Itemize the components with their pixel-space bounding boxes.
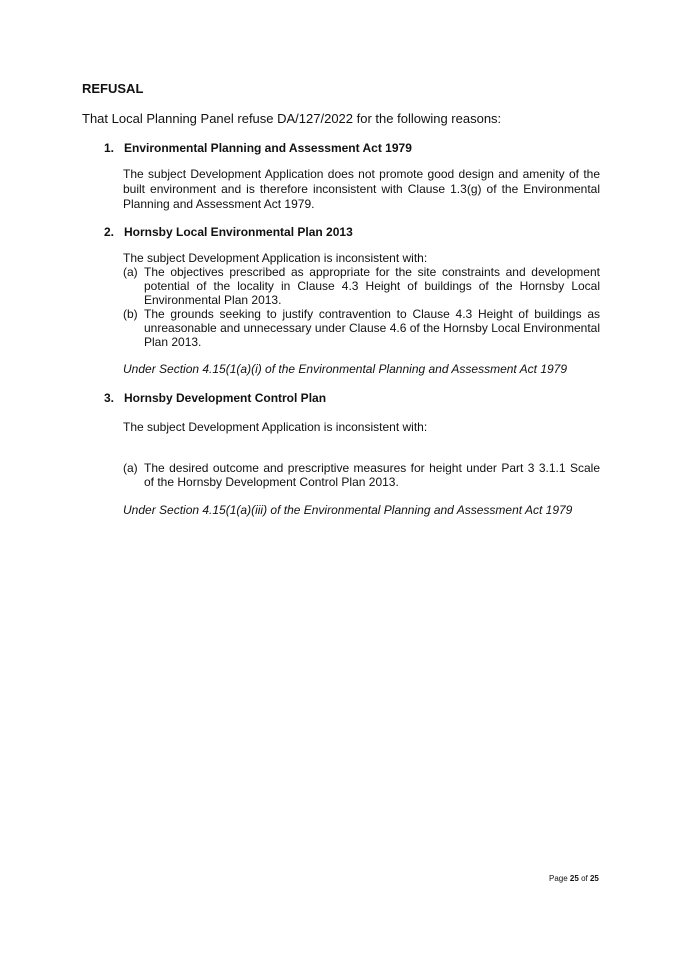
of-word: of <box>581 874 588 883</box>
section-3-lead: The subject Development Application is inconsistent with: <box>123 420 428 434</box>
list-item-text: The objectives prescribed as appropriate for the site constraints and development potential of the locality in Clause 4.3 Height of buildings of the Hornsby Local Environmental Plan 2013. <box>144 265 600 307</box>
page-footer <box>549 874 599 883</box>
list-item-label: (a) <box>123 265 138 279</box>
list-item-text: The grounds seeking to justify contravention to Clause 4.3 Height of buildings as unreasonable and unnecessary under Clause 4.6 of the Hornsby Local Environmental Plan 2013. <box>144 307 600 349</box>
list-item-label: (b) <box>123 307 138 321</box>
section-title-text: Hornsby Development Control Plan <box>124 391 327 405</box>
section-3-title <box>104 391 326 405</box>
section-title-text: Environmental Planning and Assessment Act 1979 <box>124 141 412 155</box>
section-1-title <box>104 141 412 155</box>
section-1-body: The subject Development Application does not promote good design and amenity of the built environment and is therefore inconsistent with Clause 1.3(g) of the Environmental Planning and Assessment Act 1979. <box>123 167 600 211</box>
page-number: 25 <box>569 874 579 883</box>
intro-text: That Local Planning Panel refuse DA/127/2022 for the following reasons: <box>82 111 502 126</box>
section-2-title <box>104 225 353 239</box>
section-number: 1. <box>104 141 115 155</box>
list-item-label: (a) <box>123 461 138 475</box>
page-total: 25 <box>589 874 599 883</box>
page-word: Page <box>549 874 568 883</box>
section-number: 2. <box>104 225 115 239</box>
section-number: 3. <box>104 391 115 405</box>
section-2-lead: The subject Development Application is inconsistent with: <box>123 251 428 265</box>
section-3-note: Under Section 4.15(1(a)(iii) of the Environmental Planning and Assessment Act 1979 <box>123 503 573 517</box>
list-item <box>123 461 600 489</box>
list-item <box>123 307 600 349</box>
section-title-text: Hornsby Local Environmental Plan 2013 <box>124 225 353 239</box>
list-item-text: The desired outcome and prescriptive measures for height under Part 3 3.1.1 Scale of the Hornsby Development Control Plan 2013. <box>144 461 600 489</box>
list-item <box>123 265 600 307</box>
section-2-note: Under Section 4.15(1(a)(i) of the Environmental Planning and Assessment Act 1979 <box>123 362 568 376</box>
refusal-heading: REFUSAL <box>82 81 144 96</box>
